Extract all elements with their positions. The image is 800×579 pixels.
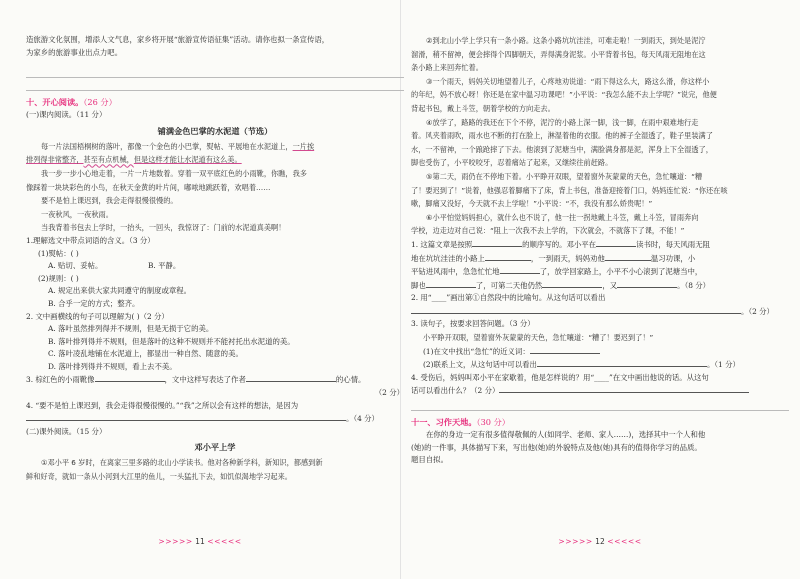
passage-2-para-3c: 背起书包，戴上斗笠，朝着学校的方向走去。 [411, 103, 555, 113]
rq1-l2: 地在坑坑洼洼的小路上 [411, 253, 485, 263]
option-a[interactable]: A. 规定出来供大家共同遵守的制度或章程。 [48, 286, 192, 296]
right-question-3-1 [411, 345, 789, 359]
p1-line1-underline: 一片挨 [292, 141, 315, 151]
passage-2-para-1a: ①邓小平 6 岁时，在离家三里多路的北山小学读书。他对各种新学科，新知识，都感到新 [41, 458, 323, 468]
p1-line2-end: 但是这样才能让水泥道有这么美。 [133, 155, 242, 165]
rq1-l4b: 了，可第二天他仍然 [475, 280, 543, 290]
passage-2-para-5b: 了！要迟到了！”说着，他强忍着脚痛下了床，背上书包，准备迎接着门口，妈妈连忙说：“你还在咳 [411, 185, 728, 195]
right-question-3-2 [411, 358, 789, 372]
rq1-l3b: 了，放学回家路上，小平不小心滚到了泥塘当中， [539, 267, 703, 277]
right-question-4-line1: 4. 受伤后，妈妈叫邓小平在家歇着，他是怎样说的？用“____”在文中画出他说的话。从这句 [411, 372, 709, 382]
answer-blank[interactable] [530, 345, 600, 354]
footer-arrows-left: >>>>> [158, 537, 193, 546]
left-page-footer [0, 537, 400, 546]
question-3-mid: ，文中这样写表达了作者 [164, 375, 246, 385]
question-4-score: 。（4 分） [346, 414, 379, 424]
rq1-b: 读书时，每天风雨无阻 [636, 239, 710, 249]
answer-line[interactable] [411, 398, 789, 411]
section-11-points: （30 分） [476, 417, 510, 428]
question-1: 1.理解选文中带点词语的含义。（3 分） [26, 235, 155, 245]
question-1-1[interactable]: (1)熨帖：( ) [38, 248, 79, 258]
section-11-heading [411, 415, 789, 429]
p1-line1: 每一片法国梧桐树的落叶，都像一个金色的小巴掌，熨帖、平展地在水泥道上， [41, 141, 293, 151]
question-3-end: 的心情。 [335, 375, 366, 385]
passage-2-para-6b: 学校，边走边对自己说：“阻上一次我不去上学的，下次就会，不就落下了课，不能！” [411, 226, 685, 236]
passage-1-para-2b: 像踩着一块块彩色的小鸟，在秋天金黄的叶片间，嘟哝地跳跃着，欢唱着…… [26, 182, 271, 192]
composition-prompt-3: 题目自拟。 [411, 455, 448, 465]
p1-line2-underline: 排列得非常整齐， [26, 155, 84, 165]
passage-1-para-1 [26, 140, 404, 154]
passage-1-para-5: 当我背着书包去上学时，一抬头，一回头，我惊讶了：门前的水泥道真美啊！ [41, 223, 286, 233]
passage-2-para-2b: 溜滑，稍不留神，便会摔得个四脚朝天，弄得满身泥浆。小平背着书包，每天风雨无阻地在这 [411, 49, 706, 59]
option-d[interactable]: D. 落叶排列得并不规则，看上去不美。 [48, 361, 177, 371]
rq3-2-text: (2)联系上文，从这句话中可以看出 [423, 360, 537, 370]
rq1-a: 的顺序写的。邓小平在 [522, 239, 597, 249]
rq2-score: 。（2 分） [741, 306, 774, 316]
footer-arrows-right: <<<<< [207, 537, 242, 546]
passage-2-para-4b: 着。风夹着雨吹，雨水也不断的打在脸上，淋湿着他的衣服。他的裤子全湿透了，鞋子里装满了 [411, 131, 713, 141]
right-page-footer [400, 537, 800, 546]
right-question-3: 3. 读句子，按要求回答问题。（3 分） [411, 319, 535, 329]
passage-2-para-3a: ③一个雨天，妈妈关切地望着儿子，心疼地劝说道：“雨下得这么大，路这么滑，你这样小 [426, 76, 710, 86]
passage-2-para-4a: ④放学了，路路的我还在下个不停，泥泞的小路上深一脚，浅一脚，在雨中艰难地行走 [426, 117, 699, 127]
passage-1-para-3: 要不是怕上课迟到，我会走得很慢很慢的。 [41, 196, 178, 206]
footer-arrows-right: <<<<< [607, 537, 642, 546]
answer-blank[interactable] [499, 384, 749, 393]
p1-line2-wavy: 甚至有点机械， [83, 155, 134, 165]
sub-section-2-title: (二)课外阅读。（15 分） [26, 426, 107, 436]
question-3-score: （2 分） [374, 388, 404, 398]
right-question-1-line1 [411, 238, 789, 252]
passage-1-para-1b [26, 153, 404, 167]
rq1-l2b: ，一到雨天，妈妈劝他 [530, 253, 605, 263]
rq1-score: 。（8 分） [677, 280, 711, 290]
question-2: 2. 文中画横线的句子可以理解为( )（2 分） [26, 311, 169, 321]
option-b[interactable]: B. 合乎一定的方式；整齐。 [48, 298, 140, 308]
option-b[interactable]: B. 落叶排列得并不规则，但是落叶的这种不规则并不能衬托出水泥道的美。 [48, 336, 295, 346]
passage-1-para-2a: 我一步一步小心地走着，一片一片地数着。穿着一双平底红色的小雨靴，你瞧，我多 [41, 168, 307, 178]
answer-line[interactable] [26, 65, 404, 78]
intro-text-1: 造旅游文化氛围，增添人文气息，家乡将开展“旅游宣传语征集”活动。请你也拟一条宣传语， [26, 35, 330, 44]
rq3-1-text: (1)在文中找出“急忙”的近义词： [423, 346, 530, 356]
answer-blank[interactable] [617, 279, 677, 288]
option-a[interactable]: A. 贴切、妥帖。 [48, 261, 103, 271]
passage-2-para-1b: 鲜和好奇，就如一条从小河到大江里的鱼儿，一头猛扎下去，如饥似渴地学习起来。 [26, 472, 292, 482]
page-number-11: 11 [195, 537, 205, 546]
section-10-heading [26, 95, 404, 109]
question-1-2[interactable]: (2)规则：( ) [38, 273, 79, 283]
intro-text-2: 为家乡的旅游事业出点力吧。 [26, 47, 123, 57]
rq1-pre: 1. 这篇文章是按照 [411, 239, 473, 249]
footer-arrows-left: >>>>> [558, 537, 593, 546]
answer-blank[interactable] [596, 238, 636, 247]
question-3-pre: 3. 棕红色的小雨靴像 [26, 375, 95, 385]
rq1-l3: 平钻进风雨中，急急忙忙地 [411, 267, 500, 277]
rq1-l4: 脚也 [411, 280, 426, 290]
sub-section-1-title: (一)课内阅读。（11 分） [26, 110, 107, 120]
answer-blank[interactable] [95, 373, 165, 382]
answer-blank[interactable] [411, 305, 741, 314]
right-question-1-line2 [411, 252, 789, 266]
passage-1-para-4: 一夜秋风，一夜秋雨。 [41, 209, 113, 219]
answer-blank[interactable] [246, 373, 336, 382]
right-question-2-answer [411, 305, 789, 319]
answer-blank[interactable] [472, 238, 522, 247]
rq1-l2c: 温习功课，小 [650, 253, 696, 263]
answer-blank[interactable] [605, 252, 651, 261]
composition-prompt-1: 在你的身边一定有很多值得敬佩的人(如同学、老师、家人……)，选择其中一个人和他 [426, 430, 706, 440]
right-question-1-line4 [411, 279, 789, 293]
rq4-l2: 话可以看出什么？（2 分） [411, 386, 500, 396]
option-b[interactable]: B. 平静。 [148, 261, 181, 271]
answer-blank[interactable] [537, 358, 707, 367]
right-question-3-sentence: 小平睁开双眼，望着窗外灰蒙蒙的天色，急忙嚷道：“糟了！要迟到了！” [423, 333, 654, 343]
question-4-answer-row [26, 412, 404, 426]
passage-2-para-4c: 水，一不留神，一个踉跄摔了下去。他滚到了泥塘当中，满脸满身都是泥，浑身上下全湿透了， [411, 144, 713, 154]
right-question-1-line3 [411, 265, 789, 279]
question-1-1-options [26, 260, 404, 273]
answer-blank[interactable] [485, 252, 531, 261]
right-page [411, 0, 789, 579]
passage-2-para-5a: ⑤第二天，雨仍在不停地下着。小平睁开双眼，望着窗外灰蒙蒙的天色，急忙嚷道：“糟 [426, 171, 703, 181]
section-10-points: （26 分） [83, 97, 117, 108]
right-question-4-line2 [411, 384, 789, 398]
section-10-title: 十、开心阅读。 [26, 97, 84, 108]
passage-2-para-2c: 条小路上来回奔忙着。 [411, 63, 483, 73]
section-11-title: 十一、习作天地。 [411, 417, 477, 428]
rq3-2-score: 。（1 分） [706, 360, 740, 370]
rq1-l4c: ，又 [602, 280, 618, 290]
composition-prompt-2: (她)的一件事，具体描写下来，写出他(她)的外貌特点及他(她)具有的值得你学习的品质。 [411, 442, 702, 452]
answer-blank[interactable] [542, 279, 602, 288]
answer-blank[interactable] [426, 279, 476, 288]
answer-line[interactable] [26, 78, 404, 91]
passage-2-para-3b: 的年纪，妈不放心呀！你还是在家中温习功课吧！”小平说：“我怎么能不去上学呢？”说完，他便 [411, 90, 717, 100]
passage-1-title: 铺满金色巴掌的水泥道（节选） [157, 125, 273, 136]
passage-2-para-6a: ⑥小平怕觉妈妈担心，就什么也不说了，他一拄一拐地戴上斗笠，戴上斗笠，冒雨奔向 [426, 212, 699, 222]
option-a[interactable]: A. 落叶虽然排列得并不规则，但是无损于它的美。 [48, 324, 214, 334]
passage-2-para-2a: ②到北山小学上学只有一条小路。这条小路坑坑洼洼，可难走啦！一到雨天，到处是泥泞 [426, 36, 706, 45]
page-number-12: 12 [595, 537, 605, 546]
answer-blank[interactable] [500, 265, 540, 274]
passage-2-para-5c: 嗽，脚痛又没好，今天就不去上学啦！”小平说：“不，我没有那么娇贵呢！” [411, 199, 653, 209]
question-3 [26, 373, 404, 387]
right-question-2: 2. 用“____”画出第①自然段中的比喻句。从这句话可以看出 [411, 293, 606, 303]
left-page [26, 0, 404, 579]
passage-2-title: 邓小平上学 [194, 442, 236, 453]
passage-2-para-4d: 脚也受伤了，小平咬咬牙，忍着痛站了起来，又继续往前赶路。 [411, 158, 613, 168]
question-4: 4. “要不是怕上课迟到，我会走得很慢很慢的。”“我”之所以会有这样的想法，是因为 [26, 400, 299, 410]
answer-blank[interactable] [26, 412, 346, 421]
option-c[interactable]: C. 落叶凌乱地铺在水泥道上，都显出一种自然、随意的美。 [48, 349, 243, 359]
